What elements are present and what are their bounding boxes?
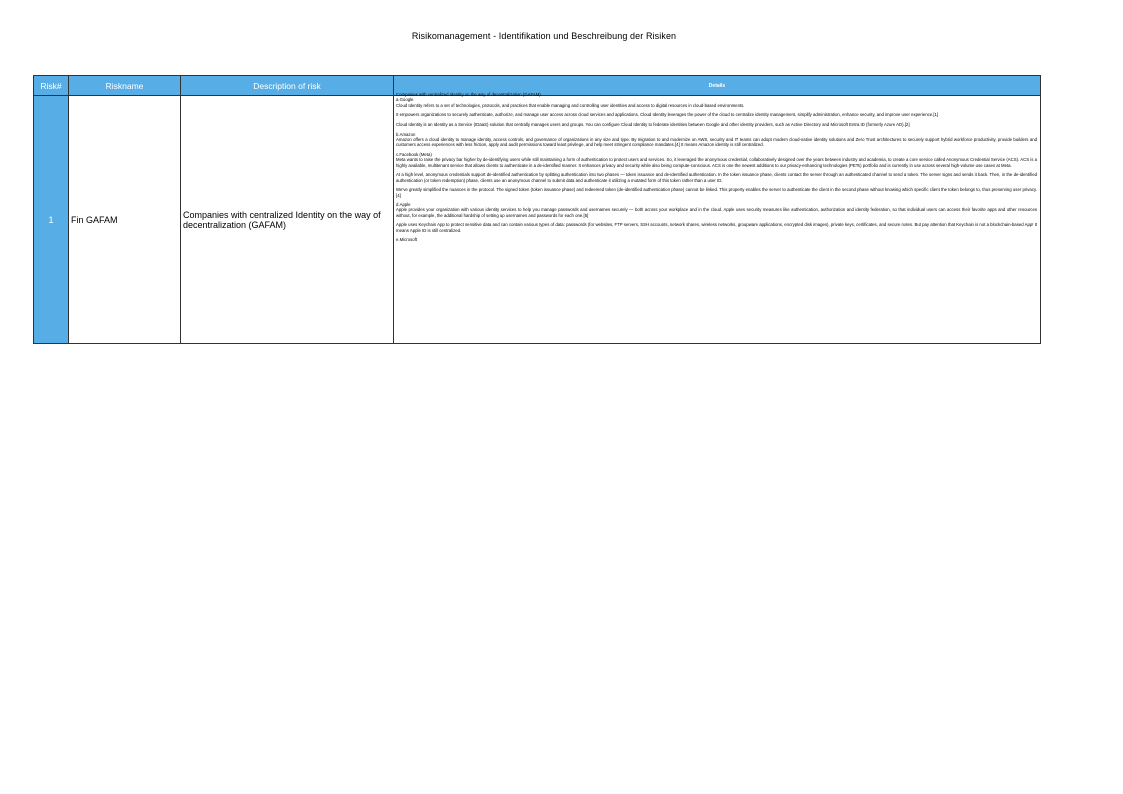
details-cell (394, 92, 1041, 344)
table-row (34, 96, 1041, 344)
details-subheading: b.Amazon (396, 131, 416, 137)
details-paragraph: It empowers organizations to securely authenticate, authorize, and manage user access across cloud services and applications. Cloud Identity leverages the power of the cloud to centralize identity management, simplify administration, enhance security, and improve user experience.[1] (396, 112, 939, 118)
details-subheading: c.Facebook (Meta) (396, 151, 432, 157)
page-title: Risikomanagement - Identifikation und Beschreibung der Risiken (411, 31, 677, 41)
header-risk-name: Riskname (69, 76, 181, 96)
details-text (396, 92, 1037, 243)
risk-name-cell: Fin GAFAM (69, 96, 181, 344)
details-paragraph: Cloud Identity refers to a set of technologies, protocols, and practices that enable managing and controlling user identities and access to digital resources in cloud-based environments. (396, 102, 745, 108)
details-paragraph: At a high level, anonymous credentials support de-identified authentication by splitting authentication into two phases — token issuance and de-identified authentication. In the token issuance phase, clients contact the server through an authenticated channel to send a token. The server signs and sends it back. Then, in the de-identified authentication (or token redemption) phase, clients use an anonymous channel to submit data and authenticate it utilizing a mutated form of this token rather than a user ID. (396, 172, 1037, 183)
details-paragraph: We've greatly simplified the nuances in the protocol. The signed token (token issuance phase) and redeemed token (de-identified authentication phase) cannot be linked. This property enables the server to authenticate the client in the second phase without knowing which specific client the token belongs to, thus preserving user privacy.[4] (396, 187, 1037, 198)
details-paragraph: Apple uses Keychain App to protect sensitive data and can contain various types of data: passwords (for websites, FTP servers, SSH accounts, network shares, wireless networks, groupware applications, encrypted disk images), private keys, certificates, and secure notes. But pay attention that Keychain is not a blockchain-based App! It means Apple ID is still centralized. (396, 222, 1037, 233)
details-clip (394, 92, 1040, 343)
risk-table (33, 75, 1041, 344)
details-paragraph: Cloud Identity is an Identity as a Service (IDaaS) solution that centrally manages users and groups. You can configure Cloud Identity to federate identities between Google and other identity providers, such as Active Directory and Microsoft Entra ID (formerly Azure AD).[2] (396, 121, 910, 127)
details-paragraph: Apple provides your organization with various identity services to help you manage passwords and usernames securely — both across your workplace and in the cloud. Apple uses security measures like authentication, authorization and identity federation, so that individual users can access their favorite apps and other resources without, for example, the additional hardship of setting up usernames and passwords for each one.[5] (396, 207, 1037, 218)
header-risk-number: Risk# (34, 76, 69, 96)
header-description: Description of risk (181, 76, 394, 96)
details-paragraph: Amazon offers a cloud identity to manage identity, access controls, and governance of organizations in any size and type. By migration to and modernize on AWS, security and IT teams can adopt modern cloud-native identity solutions and Zero Trust architectures to securely support hybrid workforce productivity, provide builders and customers access experiences with less friction, apply and audit permissions toward least privilege, and help meet stringent compliance mandates.[4] It means Amazon identity is still centralized. (396, 136, 1037, 148)
risk-description-cell: Companies with centralized Identity on the way of decentralization (GAFAM) (181, 96, 394, 344)
details-paragraph: Meta wants to raise the privacy bar higher by de-identifying users while still maintaining a form of authentication to protect users and services. So, it leveraged the anonymous credential, collaboratively designed over the years between industry and academia, to create a core service called Anonymous Credential Service (ACS). ACS is a highly available, multitenant service that allows clients to authenticate in a de-identified manner. It enhances privacy and security while also being compute-conscious. ACS is one the newest additions to our privacy-enhancing technologies (PETs) portfolio and is currently in use across several high-volume use cases at Meta. (396, 157, 1037, 168)
details-subheading: d.Apple (396, 202, 411, 208)
risk-number-cell: 1 (34, 96, 69, 344)
details-subheading: e.Microsoft (396, 237, 418, 243)
details-line: Companies with centralized Identity on the way of decentralization (GAFAM) (396, 92, 541, 97)
header-details: Details (394, 76, 1041, 96)
details-subheading: a.Google (396, 97, 414, 103)
